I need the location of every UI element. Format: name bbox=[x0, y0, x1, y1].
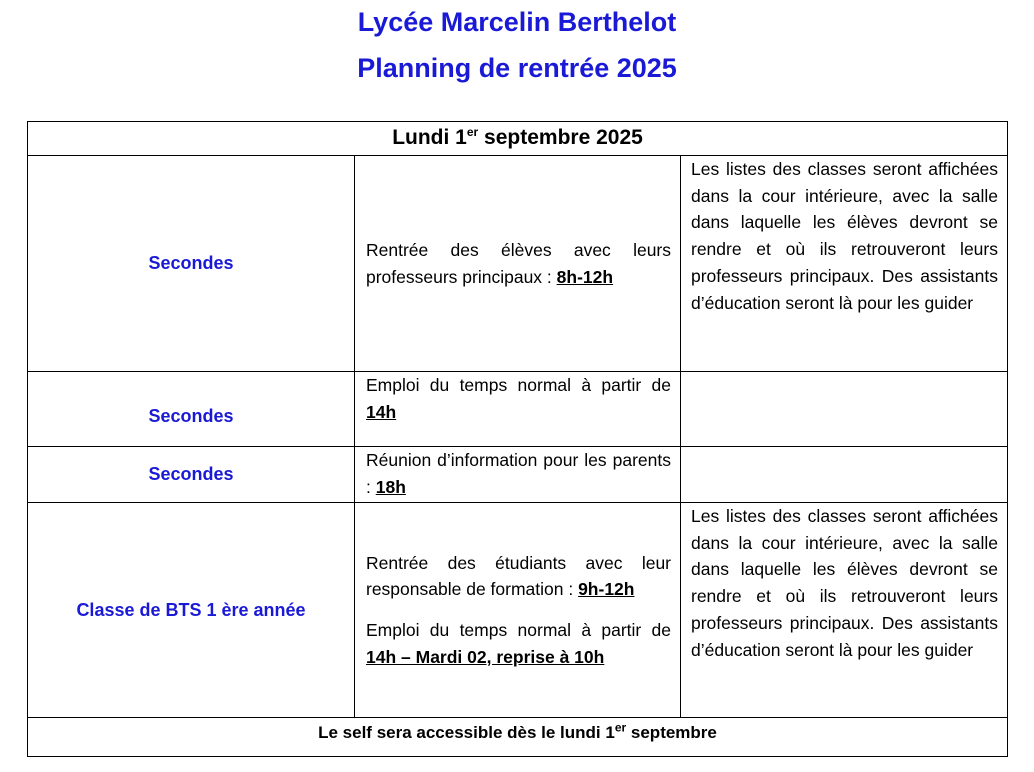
description-cell: Rentrée des élèves avec leurs professeurs principaux : 8h-12h bbox=[355, 156, 681, 372]
planning-subtitle: Planning de rentrée 2025 bbox=[357, 53, 677, 83]
description-cell: Réunion d’information pour les parents : 18h bbox=[355, 447, 681, 503]
schedule-table bbox=[27, 121, 1008, 757]
day-header: Lundi 1er septembre 2025 bbox=[28, 122, 1008, 156]
level-cell: Classe de BTS 1 ère année bbox=[28, 503, 355, 718]
description-cell: Rentrée des étudiants avec leur responsable de formation : 9h-12h Emploi du temps normal à partir de 14h – Mardi 02, reprise à 10h bbox=[355, 503, 681, 718]
level-cell: Secondes bbox=[28, 372, 355, 447]
level-cell: Secondes bbox=[28, 156, 355, 372]
info-cell: Les listes des classes seront affichées dans la cour intérieure, avec la salle dans laquelle les élèves devront se rendre et où ils retrouveront leurs professeurs principaux. Des assistants d’éducation seront là pour les guider bbox=[681, 503, 1008, 718]
table-row bbox=[28, 372, 1008, 447]
info-cell bbox=[681, 447, 1008, 503]
table-row bbox=[28, 447, 1008, 503]
level-cell: Secondes bbox=[28, 447, 355, 503]
school-title: Lycée Marcelin Berthelot bbox=[357, 7, 677, 37]
info-cell bbox=[681, 372, 1008, 447]
table-row bbox=[28, 156, 1008, 372]
info-cell: Les listes des classes seront affichées dans la cour intérieure, avec la salle dans laquelle les élèves devront se rendre et où ils retrouveront leurs professeurs principaux. Des assistants d’éducation seront là pour les guider bbox=[681, 156, 1008, 372]
footer-note: Le self sera accessible dès le lundi 1er septembre bbox=[28, 718, 1008, 757]
description-cell: Emploi du temps normal à partir de 14h bbox=[355, 372, 681, 447]
table-row bbox=[28, 503, 1008, 718]
